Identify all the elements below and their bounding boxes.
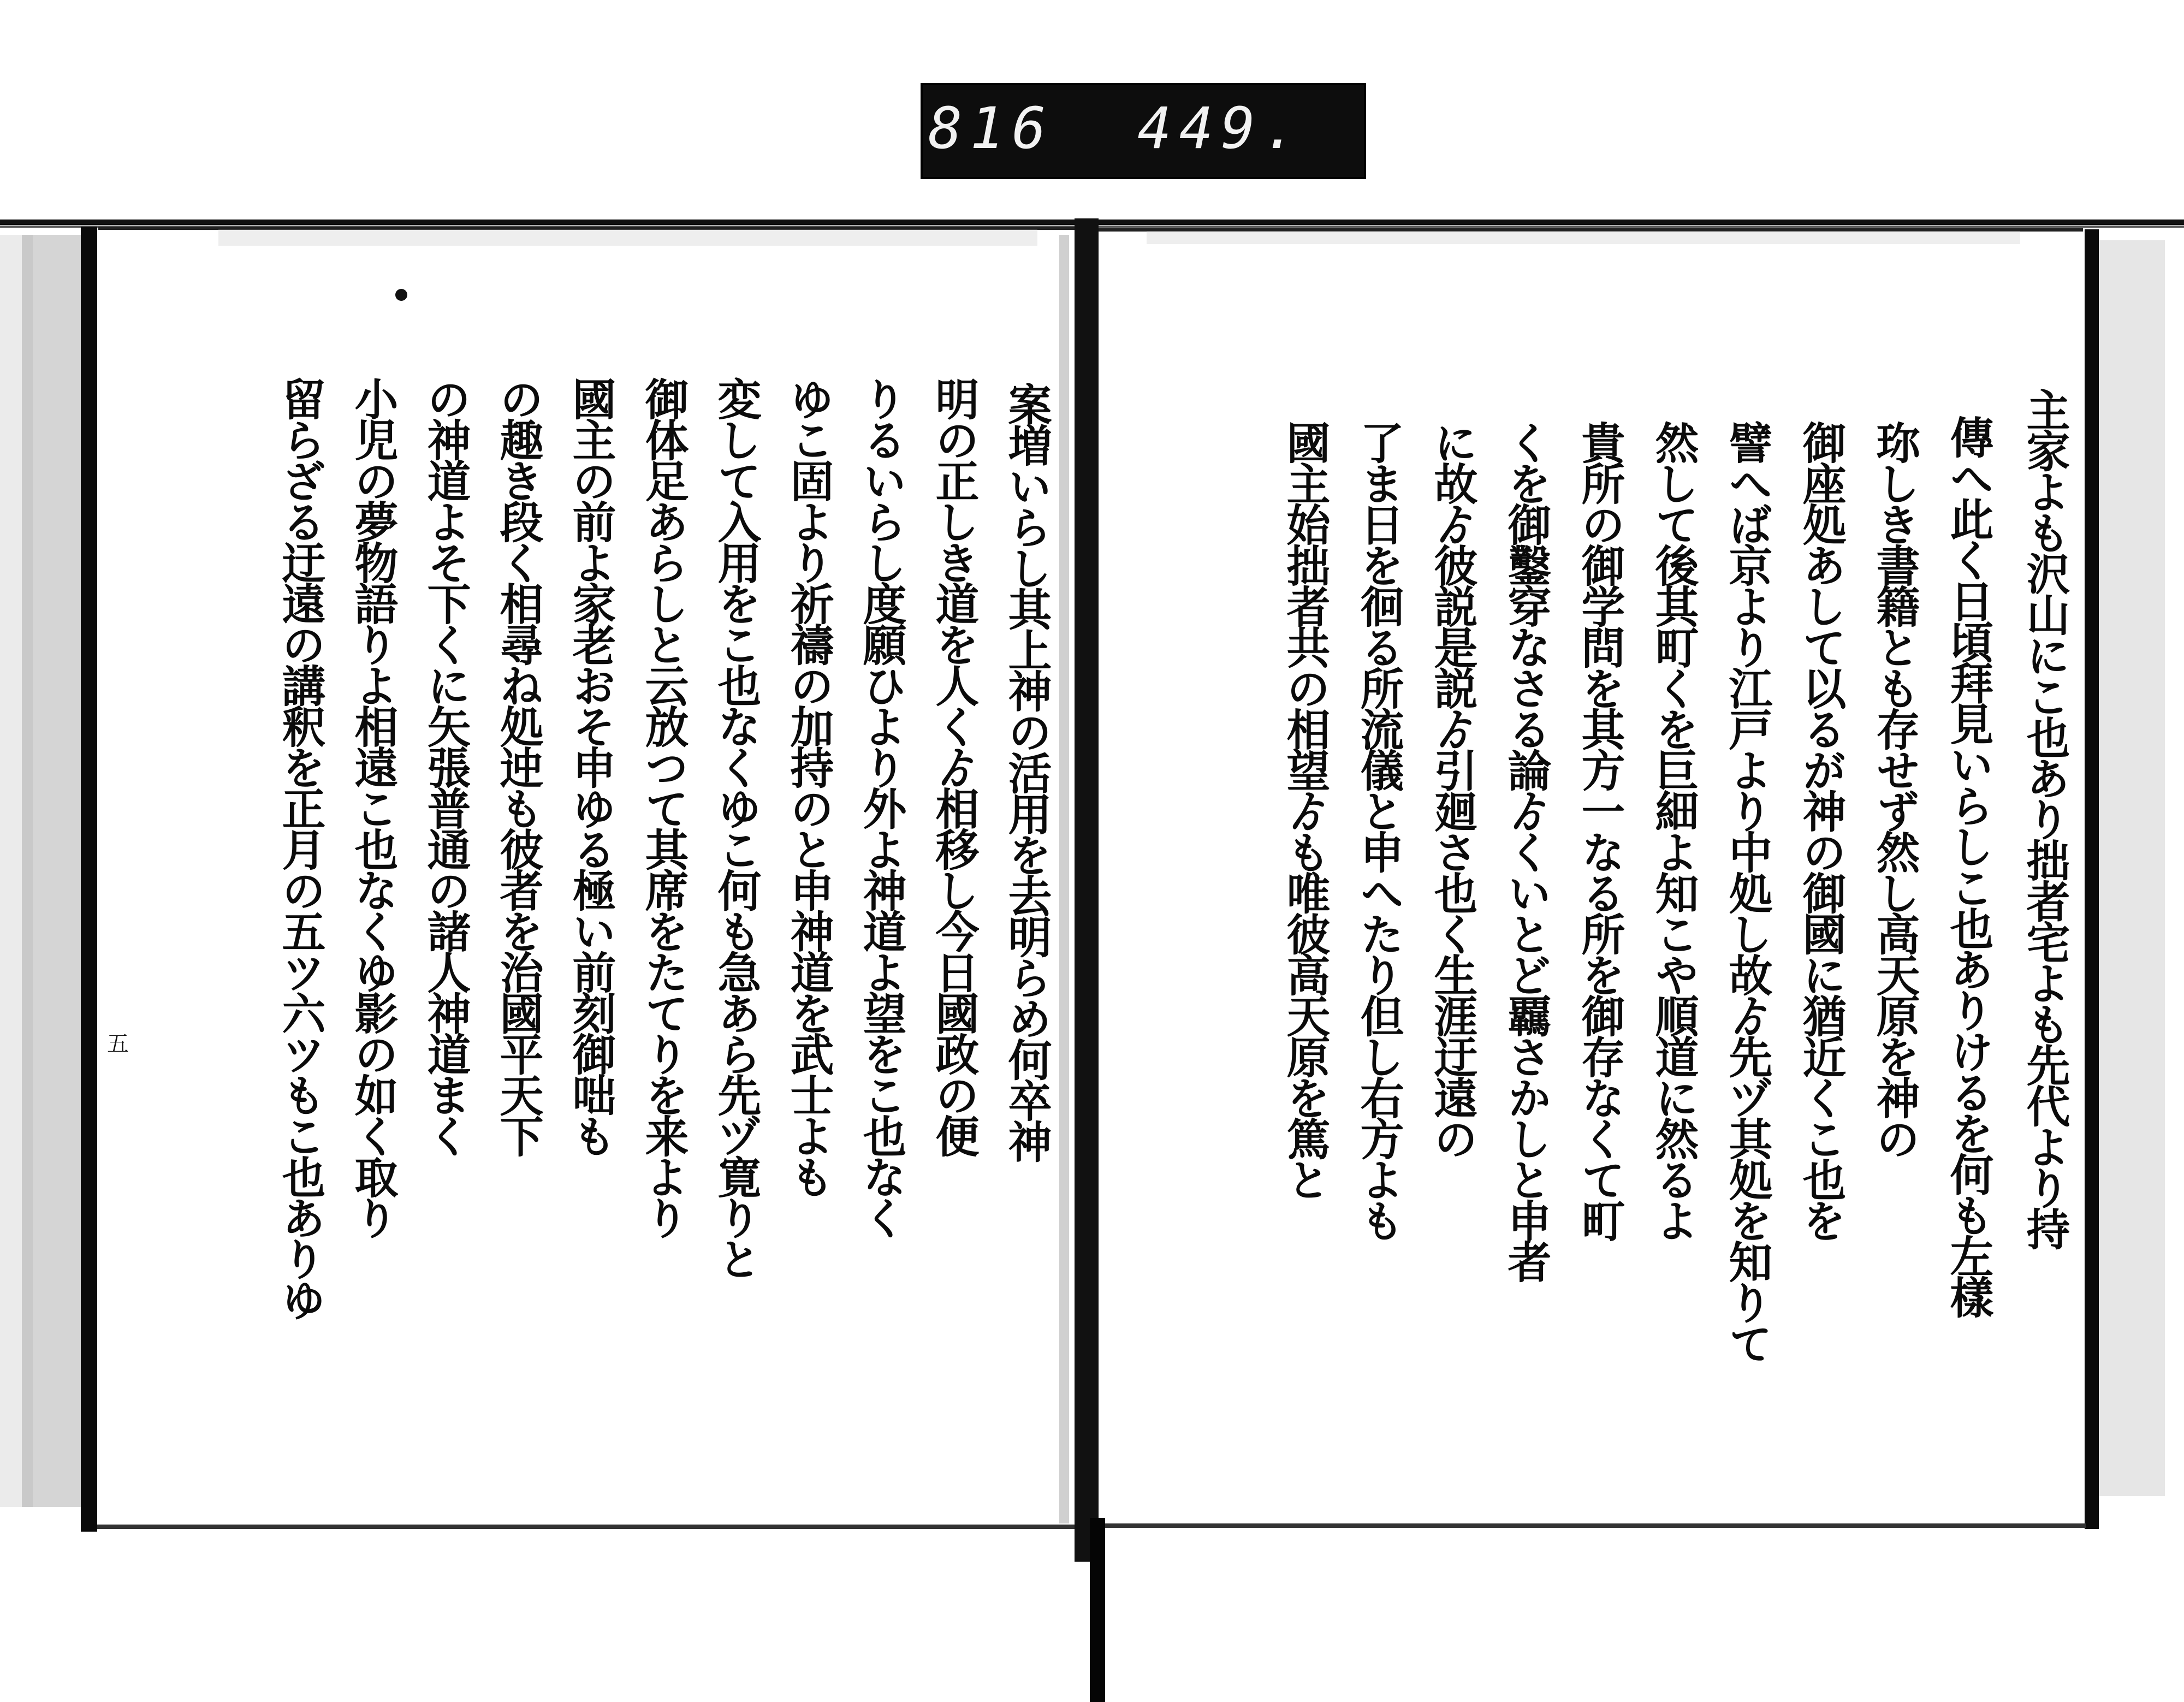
text-column-15: ゆこ固より祈禱の加持のと申神道を武士よも	[783, 377, 834, 1196]
page-number: 五	[107, 1031, 129, 1057]
text-column-2: 傳へ此く日頃拜見いらしこ也ありけるを何も左樣	[1943, 415, 1994, 1316]
text-column-7: 貴所の御学問を其方一なる所を御存なくて町	[1574, 420, 1625, 1240]
text-column-11: 國主始拙者共の相望ゟも唯彼高天原を篤と	[1279, 420, 1331, 1199]
text-column-18: 國主の前よ家老おそ申ゆる極い前刻御咄も	[565, 377, 616, 1155]
text-column-14: りるいらし度願ひより外よ神道よ望をこ也なく	[856, 377, 907, 1237]
text-column-4: 御座処あして以るが神の御國に猶近くこ也を	[1795, 420, 1847, 1240]
text-column-12: 案増いらし其上神の活用を去明らめ何卒神	[1001, 382, 1052, 1160]
text-column-3: 珎しき書籍とも存せず然し高天原を神の	[1869, 420, 1920, 1158]
text-column-20: の神道よそ下くに矢張普通の諸人神道まく	[420, 377, 471, 1155]
text-column-21: 小児の夢物語りよ相遠こ也なくゆ影の如く取り	[347, 377, 399, 1237]
text-column-19: の趣き段く相尋ね処迚も彼者を治國平天下	[492, 377, 544, 1155]
text-column-8: くを御鑿穿なさる論ゟくいとど覊さかしと申者	[1500, 420, 1552, 1280]
text-column-5: 譬へば京より江戸より中処し故ゟ先ヅ其処を知りて	[1722, 420, 1773, 1362]
text-column-10: 了ま日を徊る所流儀と申へたり但し右方よも	[1353, 420, 1404, 1240]
text-column-17: 御体足あらしと云放つて其席をたてりを来より	[638, 377, 689, 1237]
text-column-6: 然して後其町くを巨細よ知こや順道に然るよ	[1648, 420, 1699, 1240]
catalog-label: 816 449.	[928, 95, 1305, 162]
text-column-13: 明の正しき道を人くゟ相移し今日國政の便	[928, 377, 980, 1155]
text-column-1: 主家よも沢山にこ也あり拙者宅よも先代より持	[2019, 388, 2070, 1248]
text-column-9: に故ゟ彼説是説ゟ引廻さ也く生涯迂遠の	[1427, 420, 1478, 1158]
text-column-16: 変して入用をこ也なくゆこ何も急あら先ヅ寛りと	[710, 377, 762, 1278]
text-column-22: 留らざる迂遠の講釈を正月の五ツ六ツもこ也ありゆ	[275, 377, 326, 1319]
